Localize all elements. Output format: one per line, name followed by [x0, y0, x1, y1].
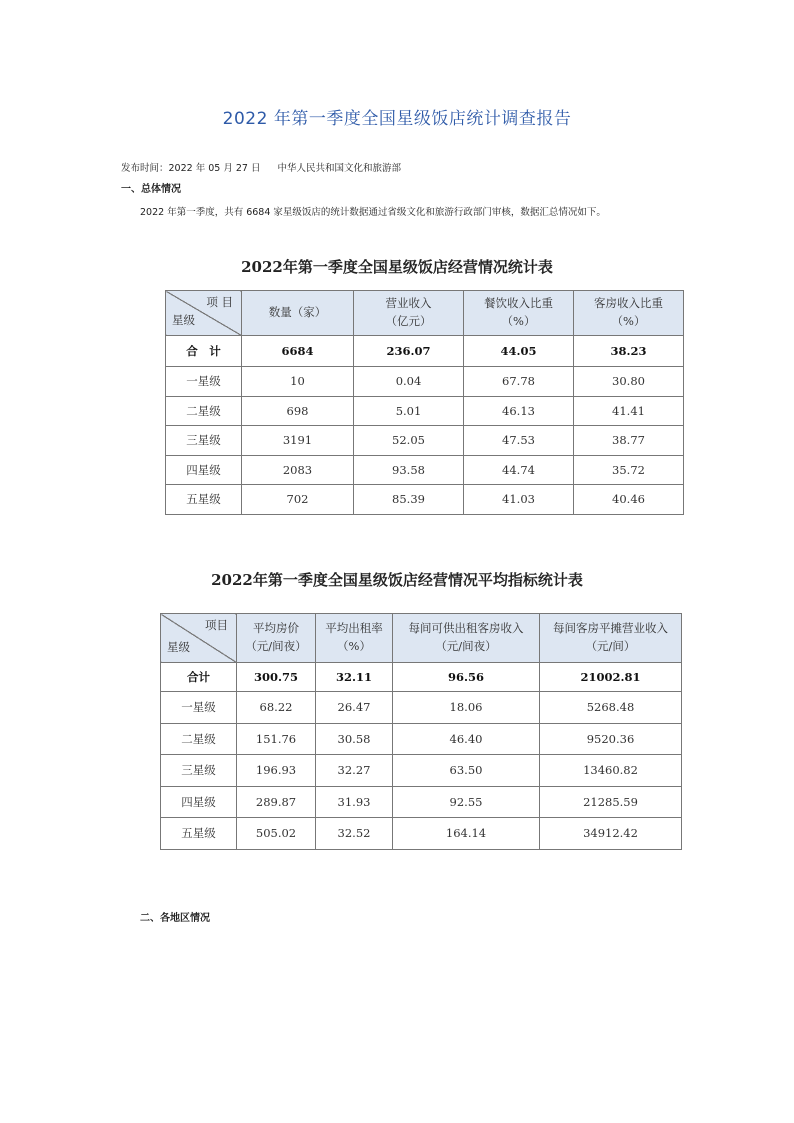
table-row-total: [166, 336, 684, 367]
cell: 44.74: [464, 455, 574, 485]
column-header: 平均房价 （元/间夜）: [237, 614, 316, 663]
column-header: 客房收入比重 （%）: [574, 291, 684, 336]
cell: 3191: [242, 426, 354, 456]
row-label: 四星级: [166, 455, 242, 485]
cell: 2083: [242, 455, 354, 485]
cell: 5.01: [354, 396, 464, 426]
cell: 505.02: [237, 818, 316, 850]
corner-label-grade: 星级: [172, 313, 195, 328]
cell: 32.11: [316, 663, 393, 692]
column-header: 每间可供出租客房收入 （元/间夜）: [393, 614, 540, 663]
cell: 9520.36: [540, 723, 682, 755]
cell: 164.14: [393, 818, 540, 850]
hotel-average-indicators-table: [160, 613, 682, 850]
cell: 289.87: [237, 786, 316, 818]
cell: 41.03: [464, 485, 574, 515]
table-corner-cell: [166, 291, 242, 336]
corner-label-item: 项 目: [206, 295, 233, 309]
row-label: 五星级: [161, 818, 237, 850]
table-row: [161, 692, 682, 724]
cell: 26.47: [316, 692, 393, 724]
cell: 151.76: [237, 723, 316, 755]
table-corner-cell: [161, 614, 237, 663]
row-label: 三星级: [166, 426, 242, 456]
intro-paragraph: 2022 年第一季度，共有 6684 家星级饭店的统计数据通过省级文化和旅游行政部门审核，数据汇总情况如下。: [140, 207, 606, 218]
table-row: [166, 367, 684, 397]
cell: 21002.81: [540, 663, 682, 692]
table-header-row: [166, 291, 684, 336]
cell: 32.52: [316, 818, 393, 850]
cell: 0.04: [354, 367, 464, 397]
cell: 702: [242, 485, 354, 515]
cell: 93.58: [354, 455, 464, 485]
row-label: 合 计: [166, 336, 242, 367]
column-header: 平均出租率 （%）: [316, 614, 393, 663]
cell: 21285.59: [540, 786, 682, 818]
cell: 18.06: [393, 692, 540, 724]
cell: 41.41: [574, 396, 684, 426]
hotel-operations-table: [165, 290, 684, 515]
cell: 196.93: [237, 755, 316, 787]
cell: 5268.48: [540, 692, 682, 724]
column-header: 数量（家）: [242, 291, 354, 336]
cell: 6684: [242, 336, 354, 367]
table1-title: 2022年第一季度全国星级饭店经营情况统计表: [241, 258, 553, 276]
corner-label-grade: 星级: [167, 640, 190, 655]
publish-time: 发布时间：2022 年 05 月 27 日: [121, 163, 261, 174]
table-row: [161, 755, 682, 787]
table-header-row: [161, 614, 682, 663]
cell: 47.53: [464, 426, 574, 456]
cell: 85.39: [354, 485, 464, 515]
cell: 698: [242, 396, 354, 426]
table-row: [161, 786, 682, 818]
table-row: [166, 485, 684, 515]
cell: 31.93: [316, 786, 393, 818]
cell: 32.27: [316, 755, 393, 787]
row-label: 合计: [161, 663, 237, 692]
cell: 44.05: [464, 336, 574, 367]
cell: 63.50: [393, 755, 540, 787]
row-label: 二星级: [166, 396, 242, 426]
table-row: [166, 396, 684, 426]
column-header: 营业收入 （亿元）: [354, 291, 464, 336]
corner-label-item: 项目: [205, 618, 228, 632]
row-label: 五星级: [166, 485, 242, 515]
row-label: 二星级: [161, 723, 237, 755]
table-row-total: [161, 663, 682, 692]
publisher: 中华人民共和国文化和旅游部: [277, 163, 401, 174]
cell: 92.55: [393, 786, 540, 818]
row-label: 四星级: [161, 786, 237, 818]
cell: 35.72: [574, 455, 684, 485]
table-row: [166, 426, 684, 456]
cell: 34912.42: [540, 818, 682, 850]
publish-meta: [121, 160, 415, 174]
cell: 30.58: [316, 723, 393, 755]
cell: 38.23: [574, 336, 684, 367]
row-label: 三星级: [161, 755, 237, 787]
row-label: 一星级: [166, 367, 242, 397]
cell: 10: [242, 367, 354, 397]
cell: 46.40: [393, 723, 540, 755]
cell: 96.56: [393, 663, 540, 692]
cell: 52.05: [354, 426, 464, 456]
table-row: [166, 455, 684, 485]
cell: 13460.82: [540, 755, 682, 787]
cell: 40.46: [574, 485, 684, 515]
cell: 38.77: [574, 426, 684, 456]
column-header: 每间客房平摊营业收入 （元/间）: [540, 614, 682, 663]
section-heading-regions: 二、各地区情况: [140, 913, 210, 924]
cell: 30.80: [574, 367, 684, 397]
cell: 67.78: [464, 367, 574, 397]
cell: 46.13: [464, 396, 574, 426]
table2-title: 2022年第一季度全国星级饭店经营情况平均指标统计表: [211, 571, 583, 589]
section-heading-overview: 一、总体情况: [121, 184, 181, 195]
table-row: [161, 818, 682, 850]
cell: 68.22: [237, 692, 316, 724]
document-title: 2022 年第一季度全国星级饭店统计调查报告: [222, 109, 572, 129]
cell: 300.75: [237, 663, 316, 692]
column-header: 餐饮收入比重 （%）: [464, 291, 574, 336]
table-row: [161, 723, 682, 755]
cell: 236.07: [354, 336, 464, 367]
row-label: 一星级: [161, 692, 237, 724]
